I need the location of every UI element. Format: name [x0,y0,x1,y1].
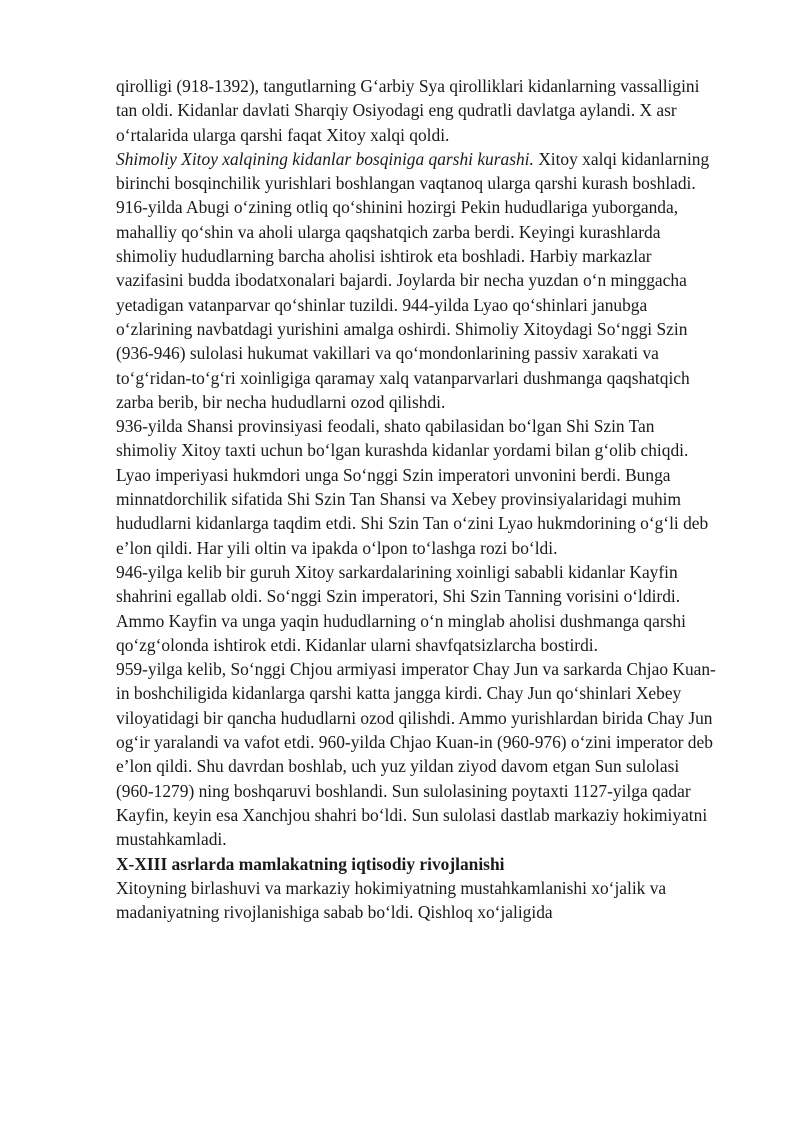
section-heading: X-XIII asrlarda mamlakatning iqtisodiy rivojlanishi [116,853,505,874]
paragraph: 959-yilga kelib, So‘nggi Chjou armiyasi imperator Chay Jun va sarkarda Chjao Kuan-in boshchiligida kidanlarga qarshi katta jangga kirdi. Chay Jun qo‘shinlari Xebey viloyatidagi bir qancha hududlarni ozod qilishdi. Ammo yurishlardan birida Chay Jun og‘ir yaralandi va vafot etdi. 960-yilda Chjao Kuan-in (960-976) o‘zini imperator deb e’lon qildi. Shu davrdan boshlab, uch yuz yildan ziyod davom etgan Sun sulolasi (960-1279) ning boshqaruvi boshlandi. Sun sulolasining poytaxti 1127-yilga qadar Kayfin, keyin esa Xanchjou shahri bo‘ldi. Sun sulolasi dastlab markaziy hokimiyatni mustahkamladi. [116,659,716,850]
section-subtitle: Shimoliy Xitoy xalqining kidanlar bosqiniga qarshi kurashi. [116,148,534,169]
document-page [116,74,716,924]
paragraph-text: Xitoy xalqi kidanlarning birinchi bosqinchilik yurishlari boshlangan vaqtanoq ularga qarshi kurash boshladi. 916-yilda Abugi o‘zining otliq qo‘shinini hozirgi Pekin hududlariga yuborganda, mahalliy qo‘shin va aholi ularga qaqshatqich zarba berdi. Keyingi kurashlarda shimoliy hududlarning barcha aholisi ishtirok eta boshladi. Harbiy markazlar vazifasini budda ibodatxonalari bajardi. Joylarda bir necha yuzdan o‘n minggacha yetadigan vatanparvar qo‘shinlar tuzildi. 944-yilda Lyao qo‘shinlari janubga o‘zlarining navbatdagi yurishini amalga oshirdi. Shimoliy Xitoydagi So‘nggi Szin (936-946) sulolasi hukumat vakillari va qo‘mondonlarining passiv xarakati va to‘g‘ridan-to‘g‘ri xoinligiga qaramay xalq vatanparvarlari dushmanga qaqshatqich zarba berib, bir necha hududlarni ozod qilishdi. [116,148,710,412]
paragraph: qirolligi (918-1392), tangutlarning G‘arbiy Sya qirolliklari kidanlarning vassalligini tan oldi. Kidanlar davlati Sharqiy Osiyodagi eng qudratli davlatga aylandi. X asr o‘rtalarida ularga qarshi faqat Xitoy xalqi qoldi. [116,76,700,145]
paragraph [116,147,716,414]
paragraph: Xitoyning birlashuvi va markaziy hokimiyatning mustahkamlanishi xo‘jalik va madaniyatning rivojlanishiga sabab bo‘ldi. Qishloq xo‘jaligida [116,877,667,923]
paragraph: 946-yilga kelib bir guruh Xitoy sarkardalarining xoinligi sababli kidanlar Kayfin shahrini egallab oldi. So‘nggi Szin imperatori, Shi Szin Tanning vorisini o‘ldirdi. Ammo Kayfin va unga yaqin hududlarning o‘n minglab aholisi dushmanga qarshi qo‘zg‘olonda ishtirok etdi. Kidanlar ularni shavfqatsizlarcha bostirdi. [116,561,686,655]
paragraph: 936-yilda Shansi provinsiyasi feodali, shato qabilasidan bo‘lgan Shi Szin Tan shimoliy Xitoy taxti uchun bo‘lgan kurashda kidanlar yordami bilan g‘olib chiqdi. Lyao imperiyasi hukmdori unga So‘nggi Szin imperatori unvonini berdi. Bunga minnatdorchilik sifatida Shi Szin Tan Shansi va Xebey provinsiyalaridagi muhim hududlarni kidanlarga taqdim etdi. Shi Szin Tan o‘zini Lyao hukmdorining o‘g‘li deb e’lon qildi. Har yili oltin va ipakda o‘lpon to‘lashga rozi bo‘ldi. [116,416,709,558]
